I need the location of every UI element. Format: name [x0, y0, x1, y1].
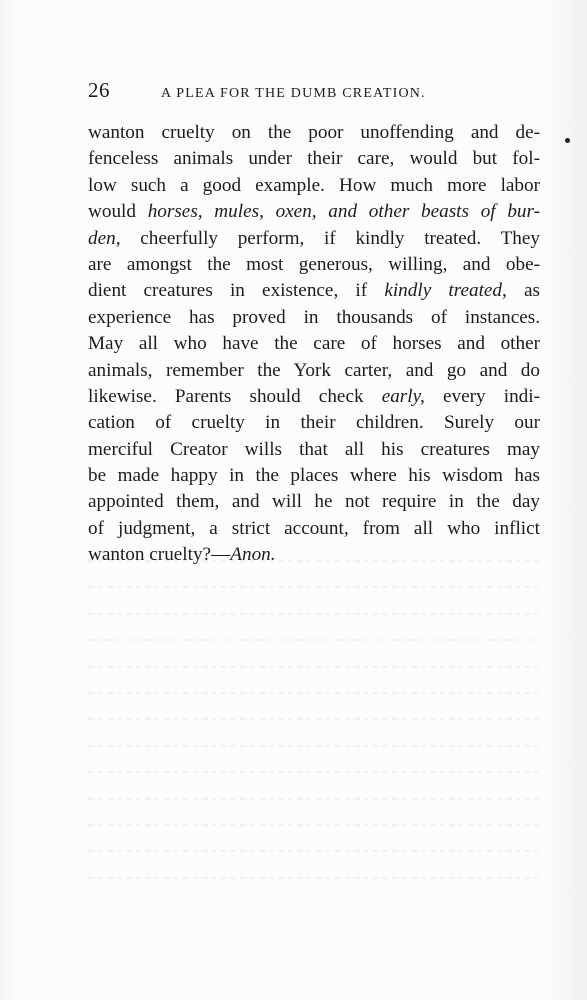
text-run: fenceless animals under their care, would but fol- [88, 148, 540, 170]
text-line [88, 278, 540, 304]
text-line [88, 542, 540, 568]
text-line [88, 410, 540, 436]
text-run: are amongst the most generous, willing, and obe- [88, 253, 540, 275]
text-run: wanton cruelty on the poor unoffending and de- [88, 122, 540, 143]
text-run: would [88, 201, 148, 223]
text-run: May all who have the care of horses and other [88, 333, 540, 355]
text-line [88, 489, 540, 515]
italic-run: Anon. [230, 544, 276, 566]
text-run: cheerfully perform, if kindly treated. They [120, 227, 540, 249]
italic-run: kindly treated, [384, 280, 507, 302]
text-line [88, 252, 540, 278]
text-run: likewise. Parents should check [88, 385, 382, 407]
text-line [88, 331, 540, 357]
text-line [88, 173, 540, 199]
text-run: every indi- [424, 385, 540, 407]
text-line [88, 120, 540, 146]
text-run: animals, remember the York carter, and go and do [88, 359, 540, 381]
text-line [88, 358, 540, 384]
text-run: experience has proved in thousands of instances. [88, 306, 540, 328]
page-header [88, 74, 540, 108]
text-line [88, 226, 540, 252]
text-run: wanton cruelty?— [88, 544, 231, 566]
text-run: of judgment, a strict account, from all who inflict [88, 517, 540, 539]
text-line [88, 146, 540, 172]
text-run: as [506, 280, 540, 302]
ink-speck [565, 138, 570, 143]
text-line [88, 384, 540, 410]
running-title: A PLEA FOR THE DUMB CREATION. [161, 86, 426, 101]
italic-run: den, [88, 227, 121, 249]
text-line [88, 516, 540, 542]
text-line [88, 199, 540, 225]
text-run: cation of cruelty in their children. Surely our [88, 412, 540, 434]
italic-run: horses, mules, oxen, and other beasts of bur- [147, 201, 540, 223]
text-run: low such a good example. How much more labor [88, 174, 540, 196]
body-paragraph [88, 120, 540, 569]
italic-run: early, [381, 385, 425, 407]
show-through-text [88, 560, 538, 890]
page-number: 26 [88, 78, 110, 102]
text-run: dient creatures in existence, if [88, 280, 385, 302]
text-run: appointed them, and will he not require in the day [88, 491, 540, 513]
text-run: be made happy in the places where his wisdom has [88, 465, 540, 487]
text-line [88, 305, 540, 331]
text-line [88, 463, 540, 489]
text-line [88, 437, 540, 463]
text-run: merciful Creator wills that all his creatures may [88, 438, 540, 460]
